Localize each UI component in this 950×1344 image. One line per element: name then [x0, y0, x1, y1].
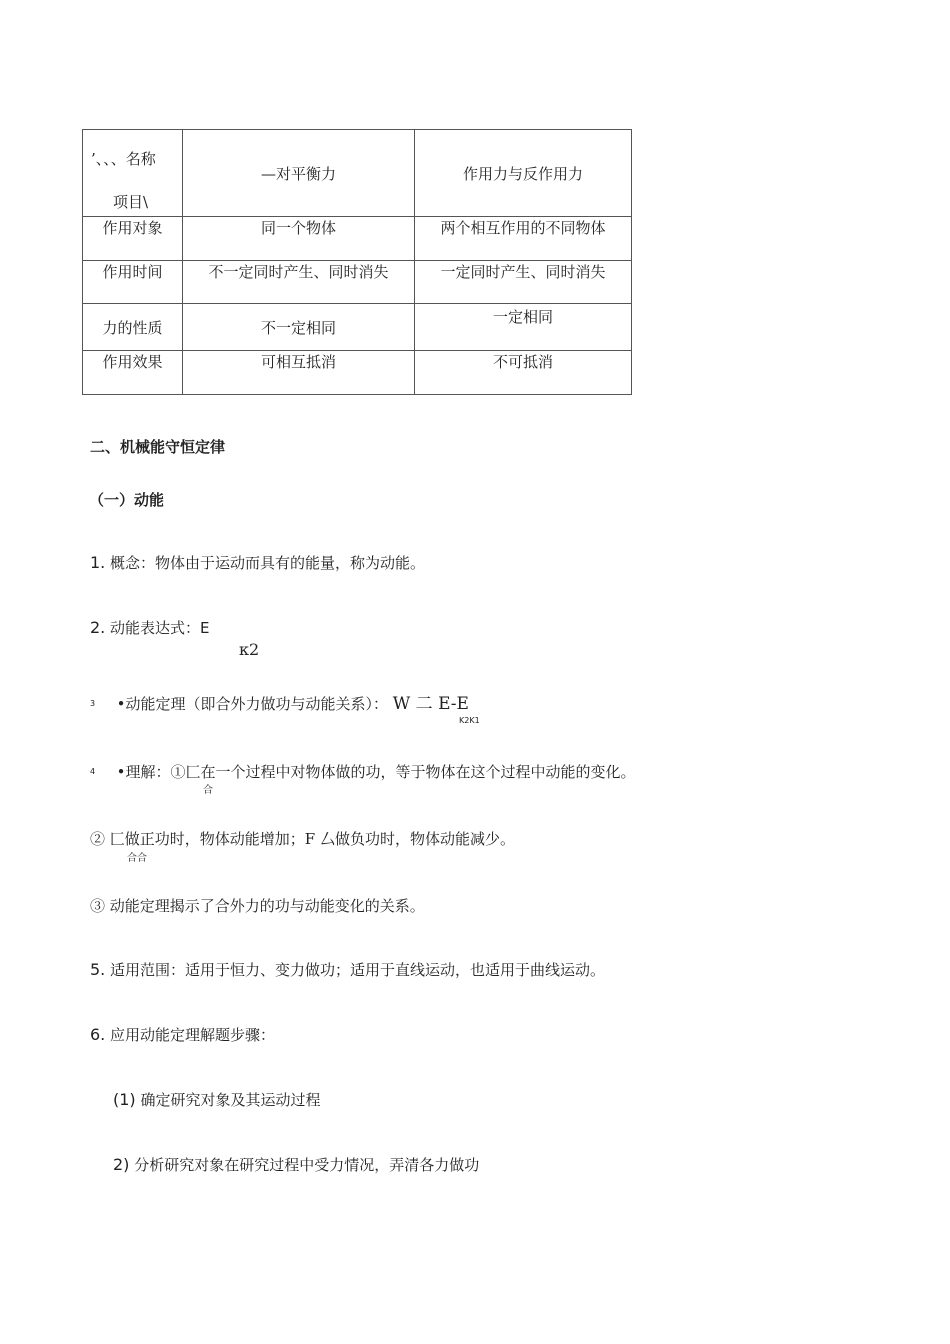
section-title: 二、机械能守恒定律: [90, 438, 226, 456]
cell-action-reaction: 不可抵消: [415, 351, 632, 395]
item-4b: ② 匚做正功时，物体动能增加；F 厶做负功时，物体动能减少。: [90, 830, 515, 848]
cell-action-reaction: 一定相同: [415, 304, 632, 351]
item-number: 5.: [90, 960, 106, 979]
corner-bottom-label: 项目\: [113, 193, 149, 211]
cell-balance: 不一定同时产生、同时消失: [183, 261, 415, 304]
formula-subscript: K2K1: [459, 716, 480, 725]
cell-balance: 可相互抵消: [183, 351, 415, 395]
table-row: [83, 304, 632, 351]
cell-action-reaction: 两个相互作用的不同物体: [415, 217, 632, 261]
subscript-he-he: 合合: [127, 853, 147, 864]
item-number: 2.: [90, 618, 106, 637]
row-label: 作用对象: [83, 217, 183, 261]
table-row: [83, 351, 632, 395]
item-6: [90, 1025, 275, 1045]
column-header-action-reaction: 作用力与反作用力: [415, 130, 632, 217]
column-header-balance: —对平衡力: [183, 130, 415, 217]
row-label: 作用效果: [83, 351, 183, 395]
corner-top-label: ’、、、名称: [91, 150, 156, 168]
table-row: [83, 261, 632, 304]
item-number: 6.: [90, 1025, 106, 1044]
subsection-title: （一）动能: [89, 491, 165, 509]
formula-subscript: κ2: [239, 640, 260, 659]
item-text: •动能定理（即合外力做功与动能关系）：: [116, 695, 389, 713]
item-text: 概念：物体由于运动而具有的能量，称为动能。: [110, 554, 426, 572]
subscript-he: 合: [203, 785, 213, 796]
row-label: 力的性质: [83, 304, 183, 351]
item-text: 应用动能定理解题步骤：: [110, 1026, 276, 1044]
item-5: [90, 960, 605, 980]
item-number: 1.: [90, 553, 106, 572]
item-text: •理解：①匚在一个过程中对物体做的功，等于物体在这个过程中动能的变化。: [116, 763, 636, 781]
cell-action-reaction: 一定同时产生、同时消失: [415, 261, 632, 304]
comparison-table: [82, 129, 632, 395]
formula: W 二 E-E: [392, 694, 469, 714]
row-label: 作用时间: [83, 261, 183, 304]
cell-balance: 不一定相同: [183, 304, 415, 351]
item-3: [90, 694, 469, 714]
table-row: [83, 217, 632, 261]
step-1: [113, 1090, 320, 1110]
step-text: 分析研究对象在研究过程中受力情况，弄清各力做功: [134, 1156, 480, 1174]
item-text: 动能表达式：E: [110, 619, 210, 637]
step-2: [113, 1155, 479, 1175]
table-header-row: [83, 130, 632, 217]
item-1: [90, 553, 425, 573]
table-corner-cell: [83, 130, 183, 217]
item-number: 3: [90, 699, 96, 708]
item-number: 4: [90, 767, 96, 776]
step-number: (1): [113, 1090, 136, 1109]
item-2: [90, 618, 210, 638]
item-text: 适用范围：适用于恒力、变力做功；适用于直线运动，也适用于曲线运动。: [110, 961, 606, 979]
item-4c: ③ 动能定理揭示了合外力的功与动能变化的关系。: [90, 897, 425, 915]
item-4: [90, 762, 636, 782]
step-text: 确定研究对象及其运动过程: [140, 1091, 321, 1109]
step-number: 2): [113, 1155, 130, 1174]
cell-balance: 同一个物体: [183, 217, 415, 261]
